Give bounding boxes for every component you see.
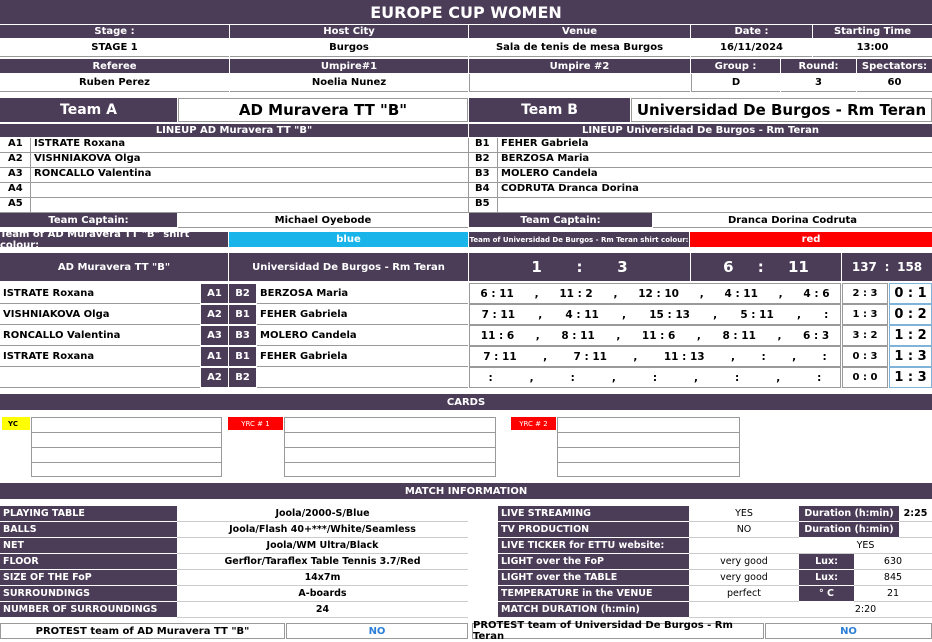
match-info-row [498, 570, 932, 586]
game-separator: , [616, 329, 621, 342]
game-score: : [735, 371, 740, 384]
match-code-a: A1 [201, 284, 228, 303]
match-info-value [689, 602, 799, 618]
lineup-a-row [0, 138, 468, 153]
lineup-a-row [0, 168, 468, 183]
match-info-value: Joola/WM Ultra/Black [177, 538, 468, 554]
match-info-row [0, 570, 468, 586]
page-title: EUROPE CUP WOMEN [0, 0, 932, 24]
match-sets: 3 : 2 [842, 325, 888, 346]
match-info-label: TEMPERATURE in the VENUE [498, 586, 689, 602]
match-info-row [0, 602, 468, 618]
game-separator: , [777, 329, 782, 342]
game-separator: , [611, 371, 616, 384]
game-score: 15 : 13 [649, 308, 690, 321]
date-value: 16/11/2024 [691, 39, 812, 57]
game-score: 6 : 3 [803, 329, 830, 342]
match-code-b: B3 [229, 326, 256, 345]
game-separator: , [529, 371, 534, 384]
match-info-value: 14x7m [177, 570, 468, 586]
match-info-row [498, 522, 932, 538]
player-code: A5 [8, 198, 23, 209]
match-info-row [0, 538, 468, 554]
lineup-a-title: LINEUP AD Muravera TT "B" [0, 124, 468, 137]
game-separator: , [534, 287, 539, 300]
game-score: 6 : 11 [480, 287, 514, 300]
game-separator: , [731, 350, 736, 363]
match-games [469, 367, 841, 388]
protest-a-label: PROTEST team of AD Muravera TT "B" [0, 623, 285, 639]
shirt-a-colour: blue [229, 232, 468, 247]
shirt-b-colour: red [690, 232, 932, 247]
match-info-extra-label: Duration (h:min) [799, 506, 899, 522]
match-sets: 2 : 3 [842, 283, 888, 304]
match-code-a: A2 [201, 368, 228, 387]
game-score: 7 : 11 [481, 308, 516, 321]
team-a-label: Team A [0, 98, 177, 122]
match-info-label: LIGHT over the FoP [498, 554, 689, 570]
game-separator: , [633, 350, 638, 363]
match-info-label: SURROUNDINGS [0, 586, 177, 602]
match-info-label: LIVE TICKER for ETTU website: [498, 538, 689, 554]
match-running-score: 1 : 2 [889, 325, 932, 346]
match-info-extra-label: Lux: [799, 554, 854, 570]
lineup-b-row [469, 183, 932, 198]
match-games [469, 346, 841, 367]
game-score: 8 : 11 [722, 329, 756, 342]
round-value: 3 [781, 74, 856, 92]
protest-b-value: NO [765, 623, 932, 639]
points-sep: : [884, 260, 890, 274]
player-code: A4 [8, 183, 23, 194]
game-separator: , [694, 371, 699, 384]
yellow-card-box[interactable] [31, 417, 222, 477]
game-separator: , [699, 287, 704, 300]
match-info-label: PLAYING TABLE [0, 506, 177, 522]
game-separator: , [713, 308, 718, 321]
match-player-a: ISTRATE Roxana [0, 346, 200, 367]
match-info-value: very good [689, 554, 799, 570]
game-score: : [570, 371, 575, 384]
matches-total [469, 253, 690, 281]
player-code: B1 [475, 138, 490, 149]
match-info-value [689, 538, 799, 554]
match-info-extra-label: ° C [799, 586, 854, 602]
game-score: 11 : 6 [641, 329, 676, 342]
match-info-value: Joola/2000-S/Blue [177, 506, 468, 522]
match-info-row [498, 506, 932, 522]
game-separator: , [792, 350, 797, 363]
spectators-value: 60 [857, 74, 932, 92]
protest-b-label: PROTEST team of Universidad De Burgos - Rm Teran [472, 623, 764, 639]
sets-b: 11 [787, 258, 809, 276]
yrc1-label: YRC # 1 [228, 417, 283, 430]
venue-label: Venue [469, 25, 690, 38]
game-separator: , [538, 308, 543, 321]
referee-value: Ruben Perez [0, 74, 229, 92]
sets-sep: : [757, 258, 764, 276]
player-code: B5 [475, 198, 490, 209]
match-player-a [0, 367, 200, 388]
umpire1-value: Noelia Nunez [230, 74, 468, 92]
player-name: FEHER Gabriela [497, 138, 588, 152]
host-value: Burgos [230, 39, 468, 57]
match-info-extra-value [899, 522, 932, 538]
match-code-b: B2 [229, 368, 256, 387]
match-info-row [0, 522, 468, 538]
yrc2-label: YRC # 2 [511, 417, 556, 430]
game-score: 4 : 11 [724, 287, 758, 300]
match-running-score: 0 : 2 [889, 304, 932, 325]
lineup-b-row [469, 168, 932, 183]
shirt-a-label: Team of AD Muravera TT "B" shirt colour: [0, 232, 228, 247]
match-info-value: very good [689, 570, 799, 586]
captain-b-label: Team Captain: [469, 213, 652, 227]
game-separator: , [622, 308, 627, 321]
team-a-name: AD Muravera TT "B" [178, 98, 468, 122]
match-info-label: BALLS [0, 522, 177, 538]
captain-a-label: Team Captain: [0, 213, 177, 227]
game-separator: , [543, 350, 548, 363]
match-code-b: B1 [229, 347, 256, 366]
match-player-b [257, 367, 468, 388]
player-code: A2 [8, 153, 23, 164]
yellow-card-label: YC [2, 417, 30, 430]
matches-a: 1 [531, 258, 542, 276]
umpire1-label: Umpire#1 [230, 59, 468, 73]
umpire2-value [469, 74, 690, 92]
game-score: 4 : 11 [565, 308, 599, 321]
match-sets: 0 : 0 [842, 367, 888, 388]
match-info-row [0, 506, 468, 522]
match-info-value: perfect [689, 586, 799, 602]
match-sets: 0 : 3 [842, 346, 888, 367]
match-player-a: RONCALLO Valentina [0, 325, 200, 346]
player-name [30, 198, 34, 212]
date-label: Date : [691, 25, 812, 38]
match-info-value: NO [689, 522, 799, 538]
game-score: 12 : 10 [638, 287, 679, 300]
spectators-label: Spectators: [857, 59, 932, 73]
game-score: : [822, 350, 827, 363]
match-running-score: 1 : 3 [889, 367, 932, 388]
group-value: D [691, 74, 780, 92]
match-info-label: LIGHT over the TABLE [498, 570, 689, 586]
player-name: VISHNIAKOVA Olga [30, 153, 141, 167]
player-name [497, 198, 501, 212]
match-info-row [0, 554, 468, 570]
player-name: MOLERO Candela [497, 168, 598, 182]
match-code-b: B2 [229, 284, 256, 303]
lineup-a-row [0, 153, 468, 168]
match-info-row [498, 586, 932, 602]
match-player-b: BERZOSA Maria [257, 283, 468, 304]
player-code: A1 [8, 138, 23, 149]
match-code-a: A1 [201, 347, 228, 366]
match-info-label: NUMBER OF SURROUNDINGS [0, 602, 177, 618]
match-info-value: Joola/Flash 40+***/White/Seamless [177, 522, 468, 538]
match-info-value: Gerflor/Taraflex Table Tennis 3.7/Red [177, 554, 468, 570]
game-separator: , [696, 329, 701, 342]
match-player-b: FEHER Gabriela [257, 346, 468, 367]
yrc2-box[interactable] [557, 417, 740, 477]
cards-title: CARDS [0, 394, 932, 410]
game-separator: , [796, 308, 801, 321]
game-separator: , [776, 371, 781, 384]
game-score: 11 : 2 [559, 287, 593, 300]
game-score: : [817, 371, 822, 384]
match-code-a: A2 [201, 305, 228, 324]
player-code: B4 [475, 183, 490, 194]
results-team-a: AD Muravera TT "B" [0, 253, 228, 281]
player-name [30, 183, 34, 197]
player-name: BERZOSA Maria [497, 153, 589, 167]
umpire2-label: Umpire #2 [469, 59, 690, 73]
match-running-score: 0 : 1 [889, 283, 932, 304]
match-info-row [498, 602, 932, 618]
match-games [469, 304, 841, 325]
stage-value: STAGE 1 [0, 39, 229, 57]
match-info-extra-label: Duration (h:min) [799, 522, 899, 538]
game-separator: , [778, 287, 783, 300]
game-score: : [824, 308, 829, 321]
player-code: B3 [475, 168, 490, 179]
results-team-b: Universidad De Burgos - Rm Teran [229, 253, 468, 281]
match-info-extra-value: 845 [854, 570, 932, 586]
protest-a-value: NO [286, 623, 468, 639]
player-name: ISTRATE Roxana [30, 138, 125, 152]
shirt-b-label: Team of Universidad De Burgos - Rm Teran shirt colour: [469, 232, 689, 247]
match-sets: 1 : 3 [842, 304, 888, 325]
captain-b-name: Dranca Dorina Codruta [653, 213, 932, 228]
game-score: : [652, 371, 658, 384]
game-score: 8 : 11 [561, 329, 595, 342]
match-info-extra-value: 2:20 [799, 602, 932, 618]
match-info-label: MATCH DURATION (h:min) [498, 602, 689, 618]
venue-value: Sala de tenis de mesa Burgos [469, 39, 690, 57]
match-running-score: 1 : 3 [889, 346, 932, 367]
team-b-name: Universidad De Burgos - Rm Teran [631, 98, 932, 122]
sets-total [691, 253, 841, 281]
lineup-b-row [469, 153, 932, 168]
referee-label: Referee [0, 59, 229, 73]
match-info-row [498, 538, 932, 554]
match-player-b: FEHER Gabriela [257, 304, 468, 325]
match-info-extra-value: 2:25 [899, 506, 932, 522]
points-total [842, 253, 932, 281]
points-b: 158 [897, 260, 923, 274]
match-info-label: TV PRODUCTION [498, 522, 689, 538]
yrc1-box[interactable] [284, 417, 496, 477]
match-info-label: LIVE STREAMING [498, 506, 689, 522]
match-info-value: 24 [177, 602, 468, 618]
lineup-a-row [0, 183, 468, 198]
game-score: 7 : 11 [483, 350, 517, 363]
points-a: 137 [851, 260, 877, 274]
lineup-b-row [469, 198, 932, 213]
matches-sep: : [576, 258, 583, 276]
match-info-label: FLOOR [0, 554, 177, 570]
match-player-a: VISHNIAKOVA Olga [0, 304, 200, 325]
player-name: RONCALLO Valentina [30, 168, 151, 182]
game-score: 7 : 11 [573, 350, 607, 363]
stage-label: Stage : [0, 25, 229, 38]
lineup-divider [468, 138, 469, 213]
time-value: 13:00 [813, 39, 932, 57]
match-info-value: A-boards [177, 586, 468, 602]
match-info-extra-value: 630 [854, 554, 932, 570]
match-info-extra-value: 21 [854, 586, 932, 602]
captain-a-name: Michael Oyebode [178, 213, 468, 228]
match-info-row [498, 554, 932, 570]
round-label: Round: [781, 59, 856, 73]
game-score: 5 : 11 [740, 308, 774, 321]
player-name: CODRUTA Dranca Dorina [497, 183, 639, 197]
matches-b: 3 [617, 258, 628, 276]
group-label: Group : [691, 59, 780, 73]
match-info-title: MATCH INFORMATION [0, 483, 932, 499]
match-player-b: MOLERO Candela [257, 325, 468, 346]
game-separator: , [613, 287, 618, 300]
time-label: Starting Time [813, 25, 932, 38]
game-separator: , [535, 329, 540, 342]
match-player-a: ISTRATE Roxana [0, 283, 200, 304]
host-label: Host City [230, 25, 468, 38]
lineup-b-title: LINEUP Universidad De Burgos - Rm Teran [469, 124, 932, 137]
game-score: 4 : 6 [803, 287, 830, 300]
match-info-label: NET [0, 538, 177, 554]
match-games [469, 283, 841, 304]
lineup-b-row [469, 138, 932, 153]
match-info-extra-label: Lux: [799, 570, 854, 586]
match-games [469, 325, 841, 346]
match-code-b: B1 [229, 305, 256, 324]
lineup-a-row [0, 198, 468, 213]
game-score: 11 : 13 [663, 350, 705, 363]
match-info-extra-value: YES [799, 538, 932, 554]
player-code: A3 [8, 168, 23, 179]
match-info-row [0, 586, 468, 602]
game-score: : [761, 350, 766, 363]
player-code: B2 [475, 153, 490, 164]
match-code-a: A3 [201, 326, 228, 345]
game-score: : [488, 371, 493, 384]
match-info-value: YES [689, 506, 799, 522]
team-b-label: Team B [469, 98, 630, 122]
match-info-label: SIZE OF THE FoP [0, 570, 177, 586]
sets-a: 6 [723, 258, 734, 276]
game-score: 11 : 6 [480, 329, 515, 342]
